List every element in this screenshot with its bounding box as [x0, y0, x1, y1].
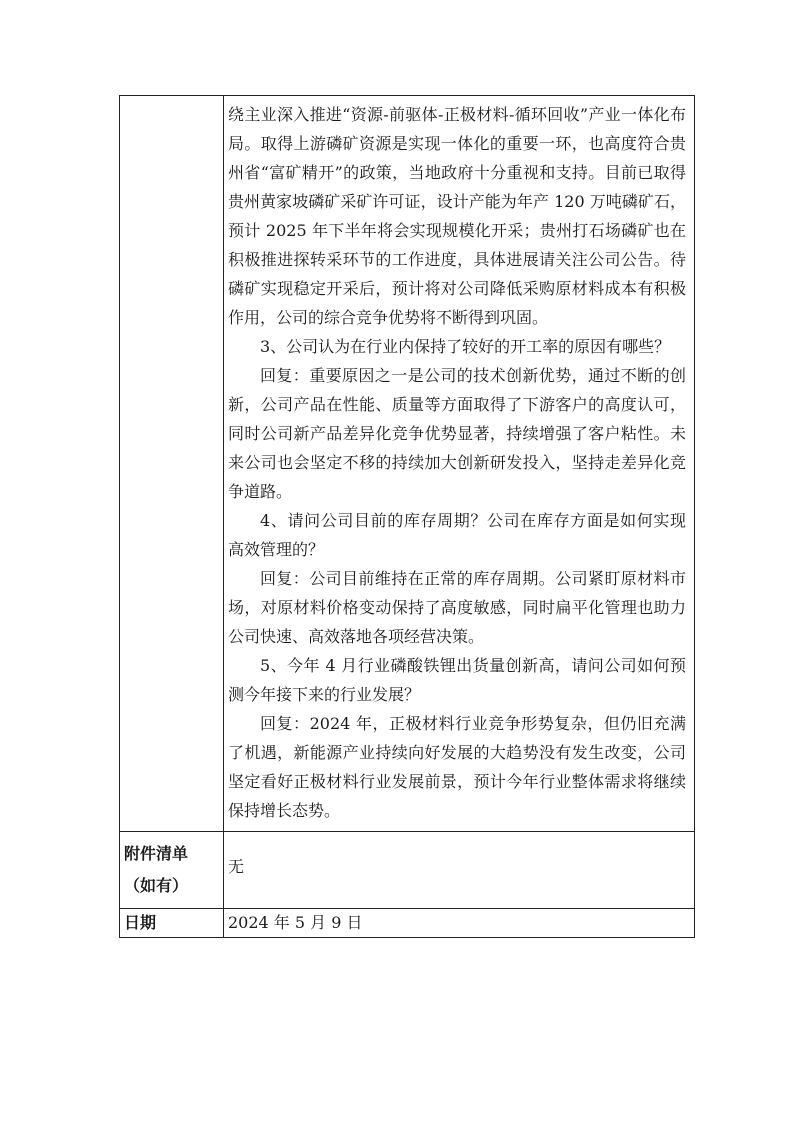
- paragraph-continuation: 绕主业深入推进“资源-前驱体-正极材料-循环回收”产业一体化布局。取得上游磷矿资源是实现一体化的重要一环，也高度符合贵州省“富矿精开”的政策，当地政府十分重视和支持。目前已取得贵州黄家坡磷矿采矿许可证，设计产能为年产 120 万吨磷矿石，预计 2025 年下半年将会实现规模化开采；贵州打石场磷矿也在积极推进探转采环节的工作进度，具体进展请关注公司公告。待磷矿实现稳定开采后，预计将对公司降低采购原材料成本有积极作用，公司的综合竞争优势将不断得到巩固。: [228, 105, 686, 327]
- date-row: [120, 909, 695, 938]
- attachments-label: [120, 832, 223, 908]
- date-label-cell: [120, 909, 224, 938]
- content-cell: [224, 96, 695, 832]
- attachments-row: [120, 832, 695, 909]
- attachments-value: 无: [228, 857, 245, 876]
- answer-4: 回复：公司目前维持在正常的库存周期。公司紧盯原材料市场，对原材料价格变动保持了高度敏感，同时扁平化管理也助力公司快速、高效落地各项经营决策。: [228, 569, 686, 646]
- attachments-label-line1: 附件清单: [124, 844, 189, 863]
- question-5: 5、今年 4 月行业磷酸铁锂出货量创新高，请问公司如何预测今年接下来的行业发展？: [228, 656, 686, 704]
- attachments-label-line2: （如有）: [124, 876, 189, 895]
- content-label-cell: [120, 96, 224, 832]
- answer-3: 回复：重要原因之一是公司的技术创新优势，通过不断的创新，公司产品在性能、质量等方面取得了下游客户的高度认可，同时公司新产品差异化竞争优势显著，持续增强了客户粘性。未来公司也会坚定不移的持续加大创新研发投入，坚持走差异化竞争道路。: [228, 366, 686, 501]
- question-3: 3、公司认为在行业内保持了较好的开工率的原因有哪些？: [260, 337, 671, 356]
- date-label: 日期: [124, 913, 157, 932]
- attachments-value-cell: [224, 832, 695, 909]
- attachments-label-cell: [120, 832, 224, 909]
- record-table: [119, 95, 695, 938]
- content-row: [120, 96, 695, 832]
- qa-content: [224, 96, 694, 831]
- date-value-cell: [224, 909, 695, 938]
- date-value: 2024 年 5 月 9 日: [228, 913, 363, 932]
- answer-5: 回复：2024 年，正极材料行业竞争形势复杂，但仍旧充满了机遇，新能源产业持续向好发展的大趋势没有发生改变，公司坚定看好正极材料行业发展前景，预计今年行业整体需求将继续保持增长态势。: [228, 714, 686, 820]
- question-4: 4、请问公司目前的库存周期？公司在库存方面是如何实现高效管理的？: [228, 511, 686, 559]
